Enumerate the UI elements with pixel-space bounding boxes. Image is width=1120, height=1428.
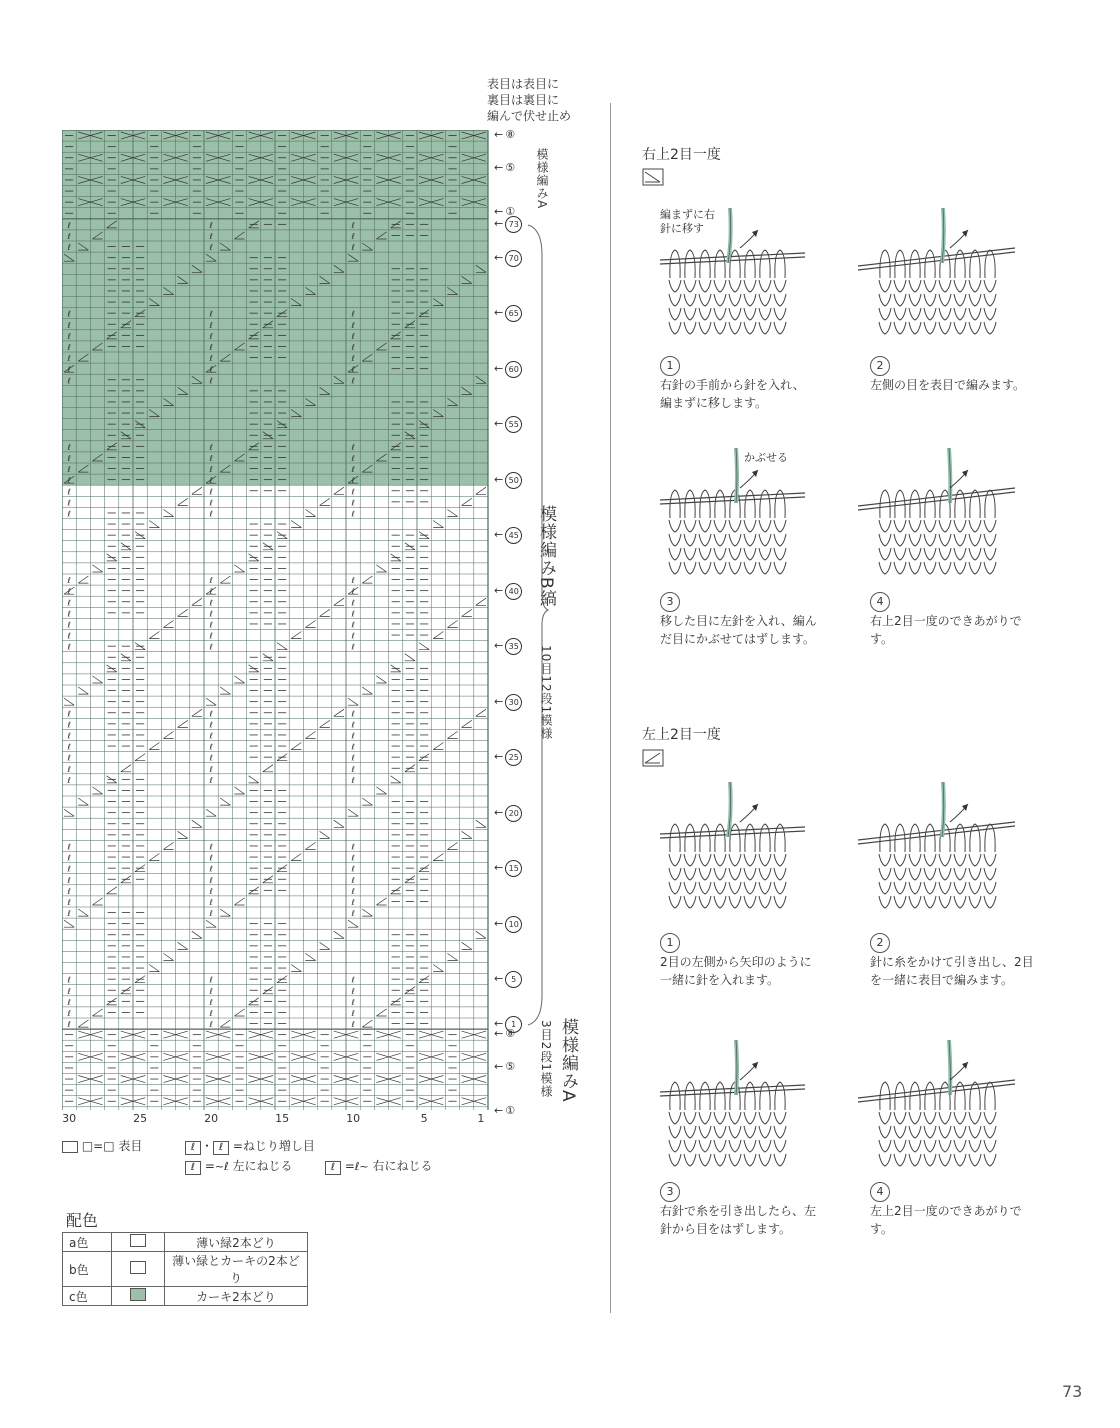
label-bottom-pattern-a: 模様編みA <box>558 1018 578 1103</box>
svg-text:ℓ: ℓ <box>209 642 213 652</box>
svg-text:ℓ: ℓ <box>209 909 213 919</box>
svg-text:ℓ: ℓ <box>209 631 213 641</box>
svg-text:ℓ: ℓ <box>67 609 71 619</box>
svg-text:ℓ: ℓ <box>209 331 213 341</box>
svg-text:ℓ: ℓ <box>209 442 213 452</box>
svg-text:ℓ: ℓ <box>209 498 213 508</box>
svg-text:ℓ: ℓ <box>67 753 71 763</box>
arrow-left-icon: ← <box>494 472 504 486</box>
color-scheme-title: 配色 <box>66 1211 99 1230</box>
arrow-left-icon: ← <box>494 306 504 320</box>
svg-text:ℓ: ℓ <box>351 753 355 763</box>
svg-text:ℓ: ℓ <box>209 587 213 597</box>
right-twist-symbol-icon: ℓ <box>213 1141 229 1155</box>
svg-text:ℓ: ℓ <box>351 476 355 486</box>
svg-text:ℓ: ℓ <box>67 898 71 907</box>
marker-b-65: ← 65 <box>494 305 522 322</box>
svg-text:ℓ: ℓ <box>67 986 71 996</box>
column-number: 15 <box>275 1112 290 1125</box>
svg-text:ℓ: ℓ <box>67 720 71 730</box>
ssk-step4-illustration <box>850 448 1030 583</box>
svg-text:ℓ: ℓ <box>209 864 213 874</box>
svg-text:ℓ: ℓ <box>67 975 71 985</box>
ssk-step3-illustration <box>640 448 820 583</box>
svg-text:ℓ: ℓ <box>351 764 355 774</box>
svg-text:ℓ: ℓ <box>67 343 71 352</box>
arrow-left-icon: ← <box>494 1016 504 1030</box>
svg-text:ℓ: ℓ <box>67 365 71 375</box>
svg-text:ℓ: ℓ <box>209 842 213 852</box>
color-swatch <box>130 1234 146 1247</box>
svg-text:ℓ: ℓ <box>209 764 213 774</box>
svg-text:ℓ: ℓ <box>351 775 355 785</box>
arrow-left-icon: ← <box>494 1104 504 1118</box>
column-number: 5 <box>420 1112 428 1125</box>
svg-text:ℓ: ℓ <box>351 886 355 896</box>
svg-text:ℓ: ℓ <box>67 1020 71 1030</box>
svg-text:ℓ: ℓ <box>351 742 355 752</box>
svg-text:ℓ: ℓ <box>351 354 355 364</box>
arrow-left-icon: ← <box>494 750 504 764</box>
arrow-left-icon: ← <box>494 160 504 174</box>
color-row: c色 カーキ2本どり <box>63 1287 308 1306</box>
svg-text:ℓ: ℓ <box>351 243 355 253</box>
svg-text:ℓ: ℓ <box>209 775 213 785</box>
arrow-left-icon: ← <box>494 205 504 219</box>
svg-text:ℓ: ℓ <box>351 442 355 452</box>
svg-text:ℓ: ℓ <box>209 709 213 719</box>
svg-text:ℓ: ℓ <box>351 642 355 652</box>
svg-text:ℓ: ℓ <box>67 598 71 608</box>
svg-text:ℓ: ℓ <box>209 509 213 519</box>
arrow-left-icon: ← <box>494 861 504 875</box>
color-row: b色 薄い緑とカーキの2本どり <box>63 1252 308 1287</box>
svg-text:ℓ: ℓ <box>351 609 355 619</box>
svg-text:ℓ: ℓ <box>209 598 213 608</box>
ssk-symbol-icon <box>642 168 664 186</box>
ssk-note-cover: かぶせる <box>744 451 788 464</box>
marker-b-70: ← 70 <box>494 250 522 267</box>
svg-text:ℓ: ℓ <box>67 487 71 497</box>
svg-text:ℓ: ℓ <box>351 376 355 386</box>
svg-text:ℓ: ℓ <box>209 243 213 253</box>
svg-text:ℓ: ℓ <box>209 343 213 352</box>
svg-text:ℓ: ℓ <box>351 509 355 519</box>
svg-text:ℓ: ℓ <box>67 764 71 774</box>
svg-text:ℓ: ℓ <box>351 487 355 497</box>
bind-off-note: 表目は表目に 裏目は裏目に 編んで伏せ止め <box>487 77 572 123</box>
left-twist-symbol-icon: ℓ <box>185 1141 201 1155</box>
svg-text:ℓ: ℓ <box>67 775 71 785</box>
svg-text:ℓ: ℓ <box>351 331 355 341</box>
right-twist-symbol-icon: ℓ <box>325 1161 341 1175</box>
svg-text:ℓ: ℓ <box>209 753 213 763</box>
svg-text:ℓ: ℓ <box>209 898 213 907</box>
svg-text:ℓ: ℓ <box>67 642 71 652</box>
marker-b-30: ← 30 <box>494 694 522 711</box>
svg-text:ℓ: ℓ <box>209 1020 213 1030</box>
svg-text:ℓ: ℓ <box>209 454 213 463</box>
ssk-note-slip: 編まずに右針に移す <box>660 208 715 235</box>
svg-text:ℓ: ℓ <box>67 509 71 519</box>
left-twist-symbol-icon: ℓ <box>185 1161 201 1175</box>
marker-b-15: ← 15 <box>494 860 522 877</box>
svg-text:ℓ: ℓ <box>67 376 71 386</box>
svg-text:ℓ: ℓ <box>67 454 71 463</box>
marker-b-60: ← 60 <box>494 361 522 378</box>
arrow-left-icon: ← <box>494 417 504 431</box>
marker-b-50: ← 50 <box>494 472 522 489</box>
k2tog-step-4: 4 左上2目一度のできあがりです。 <box>870 1182 1040 1238</box>
svg-text:ℓ: ℓ <box>351 1009 355 1018</box>
svg-text:ℓ: ℓ <box>67 909 71 919</box>
svg-text:ℓ: ℓ <box>351 220 355 230</box>
svg-text:ℓ: ℓ <box>209 742 213 752</box>
chart-grid-svg <box>62 130 492 1110</box>
marker-b-40: ← 40 <box>494 583 522 600</box>
arrow-left-icon: ← <box>494 528 504 542</box>
marker-b-25: ← 25 <box>494 749 522 766</box>
svg-text:ℓ: ℓ <box>351 975 355 985</box>
svg-text:ℓ: ℓ <box>209 609 213 619</box>
marker-b-55: ← 55 <box>494 416 522 433</box>
marker-bottom-2: ← ① <box>494 1104 516 1118</box>
svg-text:ℓ: ℓ <box>67 709 71 719</box>
svg-text:ℓ: ℓ <box>67 465 71 475</box>
svg-text:ℓ: ℓ <box>67 587 71 597</box>
svg-text:ℓ: ℓ <box>67 354 71 364</box>
svg-text:ℓ: ℓ <box>351 909 355 919</box>
color-scheme-table <box>62 1232 308 1306</box>
svg-text:ℓ: ℓ <box>351 853 355 863</box>
svg-text:ℓ: ℓ <box>209 354 213 364</box>
column-number: 30 <box>62 1112 77 1125</box>
svg-text:ℓ: ℓ <box>351 365 355 375</box>
k2tog-step1-illustration <box>640 782 820 917</box>
svg-text:ℓ: ℓ <box>67 498 71 508</box>
column-divider <box>610 103 611 1313</box>
svg-text:ℓ: ℓ <box>351 1020 355 1030</box>
arrow-left-icon: ← <box>494 639 504 653</box>
column-number: 1 <box>477 1112 485 1125</box>
marker-top-1: ← ⑤ <box>494 160 516 174</box>
svg-text:ℓ: ℓ <box>209 720 213 730</box>
svg-text:ℓ: ℓ <box>209 465 213 475</box>
svg-text:ℓ: ℓ <box>351 997 355 1007</box>
arrow-left-icon: ← <box>494 361 504 375</box>
right-twist-loop-icon: ℓ~ <box>354 1160 369 1173</box>
svg-text:ℓ: ℓ <box>67 1009 71 1018</box>
left-twist-loop-icon: ~ℓ <box>214 1160 229 1173</box>
label-top-pattern-a: 模様編みA <box>535 148 549 210</box>
arrow-left-icon: ← <box>494 583 504 597</box>
svg-text:ℓ: ℓ <box>351 465 355 475</box>
section-braces <box>520 215 550 1035</box>
arrow-left-icon: ← <box>494 694 504 708</box>
svg-text:ℓ: ℓ <box>67 742 71 752</box>
svg-text:ℓ: ℓ <box>209 875 213 885</box>
label-bottom-pattern-a-sub: 3目2段1模様 <box>539 1020 553 1098</box>
knit-symbol-icon <box>62 1141 78 1153</box>
k2tog-step3-illustration <box>640 1040 820 1175</box>
svg-text:ℓ: ℓ <box>67 842 71 852</box>
legend-twist-inc: ℓ ・ ℓ =ねじり増し目 <box>185 1138 315 1155</box>
svg-text:ℓ: ℓ <box>209 620 213 630</box>
label-pattern-b-sub: 10目12段1模様 <box>539 645 553 741</box>
svg-text:ℓ: ℓ <box>351 720 355 730</box>
marker-top-2: ← ① <box>494 205 516 219</box>
svg-text:ℓ: ℓ <box>209 232 213 241</box>
arrow-left-icon: ← <box>494 805 504 819</box>
svg-text:ℓ: ℓ <box>351 731 355 741</box>
svg-text:ℓ: ℓ <box>351 986 355 996</box>
svg-text:ℓ: ℓ <box>209 487 213 497</box>
color-swatch <box>130 1288 146 1301</box>
svg-text:ℓ: ℓ <box>209 731 213 741</box>
svg-text:ℓ: ℓ <box>67 864 71 874</box>
svg-text:ℓ: ℓ <box>209 576 213 586</box>
legend-right-twist: ℓ =ℓ~ 右にねじる <box>325 1158 432 1175</box>
section-title-k2tog: 左上2目一度 <box>642 727 721 743</box>
svg-text:ℓ: ℓ <box>67 576 71 586</box>
svg-text:ℓ: ℓ <box>67 331 71 341</box>
ssk-step-1: 1 右針の手前から針を入れ、編まずに移します。 <box>660 356 810 412</box>
svg-text:ℓ: ℓ <box>67 309 71 319</box>
svg-text:ℓ: ℓ <box>67 997 71 1007</box>
marker-b-35: ← 35 <box>494 638 522 655</box>
svg-text:ℓ: ℓ <box>351 631 355 641</box>
label-pattern-b: 模様編みB縞 <box>536 505 556 608</box>
svg-text:ℓ: ℓ <box>67 886 71 896</box>
marker-top-0: ← ⑧ <box>494 127 516 141</box>
svg-text:ℓ: ℓ <box>209 997 213 1007</box>
svg-text:ℓ: ℓ <box>67 875 71 885</box>
svg-text:ℓ: ℓ <box>351 320 355 330</box>
svg-text:ℓ: ℓ <box>67 232 71 241</box>
k2tog-symbol-icon <box>642 749 664 767</box>
svg-text:ℓ: ℓ <box>209 365 213 375</box>
svg-text:ℓ: ℓ <box>209 309 213 319</box>
svg-text:ℓ: ℓ <box>209 853 213 863</box>
k2tog-step-3: 3 右針で糸を引き出したら、左針から目をはずします。 <box>660 1182 820 1238</box>
marker-b-73: ← 73 <box>494 216 522 233</box>
svg-text:ℓ: ℓ <box>67 243 71 253</box>
svg-text:ℓ: ℓ <box>209 476 213 486</box>
marker-b-45: ← 45 <box>494 527 522 544</box>
svg-text:ℓ: ℓ <box>67 631 71 641</box>
svg-text:ℓ: ℓ <box>67 620 71 630</box>
ssk-step2-illustration <box>850 208 1030 343</box>
column-number: 25 <box>133 1112 148 1125</box>
svg-text:ℓ: ℓ <box>351 309 355 319</box>
svg-text:ℓ: ℓ <box>351 587 355 597</box>
svg-text:ℓ: ℓ <box>209 975 213 985</box>
svg-text:ℓ: ℓ <box>67 853 71 863</box>
svg-text:ℓ: ℓ <box>351 898 355 907</box>
svg-text:ℓ: ℓ <box>351 498 355 508</box>
svg-text:ℓ: ℓ <box>67 320 71 330</box>
marker-b-20: ← 20 <box>494 805 522 822</box>
arrow-left-icon: ← <box>494 250 504 264</box>
svg-text:ℓ: ℓ <box>209 1009 213 1018</box>
svg-text:ℓ: ℓ <box>209 886 213 896</box>
svg-text:ℓ: ℓ <box>67 731 71 741</box>
svg-text:ℓ: ℓ <box>67 476 71 486</box>
marker-b-1: ← 1 <box>494 1016 522 1033</box>
svg-text:ℓ: ℓ <box>351 709 355 719</box>
svg-text:ℓ: ℓ <box>209 986 213 996</box>
svg-text:ℓ: ℓ <box>351 576 355 586</box>
ssk-step-4: 4 右上2目一度のできあがりです。 <box>870 592 1040 648</box>
svg-text:ℓ: ℓ <box>209 320 213 330</box>
legend-knit: □=□ 表目 <box>62 1138 142 1154</box>
svg-text:ℓ: ℓ <box>209 376 213 386</box>
svg-text:ℓ: ℓ <box>67 220 71 230</box>
color-row: a色 薄い緑2本どり <box>63 1233 308 1252</box>
arrow-left-icon: ← <box>494 916 504 930</box>
ssk-step-3: 3 移した目に左針を入れ、編んだ目にかぶせてはずします。 <box>660 592 825 648</box>
color-swatch <box>130 1261 146 1274</box>
svg-text:ℓ: ℓ <box>351 842 355 852</box>
column-number: 10 <box>346 1112 361 1125</box>
page-number: 73 <box>1062 1382 1083 1401</box>
svg-text:ℓ: ℓ <box>67 442 71 452</box>
marker-b-5: ← 5 <box>494 971 522 988</box>
arrow-left-icon: ← <box>494 217 504 231</box>
svg-text:ℓ: ℓ <box>351 232 355 241</box>
svg-text:ℓ: ℓ <box>351 454 355 463</box>
legend-left-twist: ℓ =~ℓ 左にねじる <box>185 1158 292 1175</box>
arrow-left-icon: ← <box>494 1059 504 1073</box>
k2tog-step2-illustration <box>850 782 1030 917</box>
arrow-left-icon: ← <box>494 972 504 986</box>
svg-text:ℓ: ℓ <box>351 620 355 630</box>
marker-bottom-0: ← ⑧ <box>494 1026 516 1040</box>
marker-bottom-1: ← ⑤ <box>494 1059 516 1073</box>
svg-text:ℓ: ℓ <box>209 220 213 230</box>
section-title-ssk: 右上2目一度 <box>642 147 721 163</box>
arrow-left-icon: ← <box>494 1026 504 1040</box>
column-number: 20 <box>204 1112 219 1125</box>
svg-text:ℓ: ℓ <box>351 343 355 352</box>
marker-b-10: ← 10 <box>494 916 522 933</box>
svg-text:ℓ: ℓ <box>351 598 355 608</box>
svg-text:ℓ: ℓ <box>351 864 355 874</box>
svg-text:ℓ: ℓ <box>351 875 355 885</box>
arrow-left-icon: ← <box>494 127 504 141</box>
k2tog-step-1: 1 2目の左側から矢印のように一緒に針を入れます。 <box>660 933 820 989</box>
k2tog-step-2: 2 針に糸をかけて引き出し、2目を一緒に表目で編みます。 <box>870 933 1045 989</box>
ssk-step-2: 2 左側の目を表目で編みます。 <box>870 356 1040 394</box>
k2tog-step4-illustration <box>850 1040 1030 1175</box>
